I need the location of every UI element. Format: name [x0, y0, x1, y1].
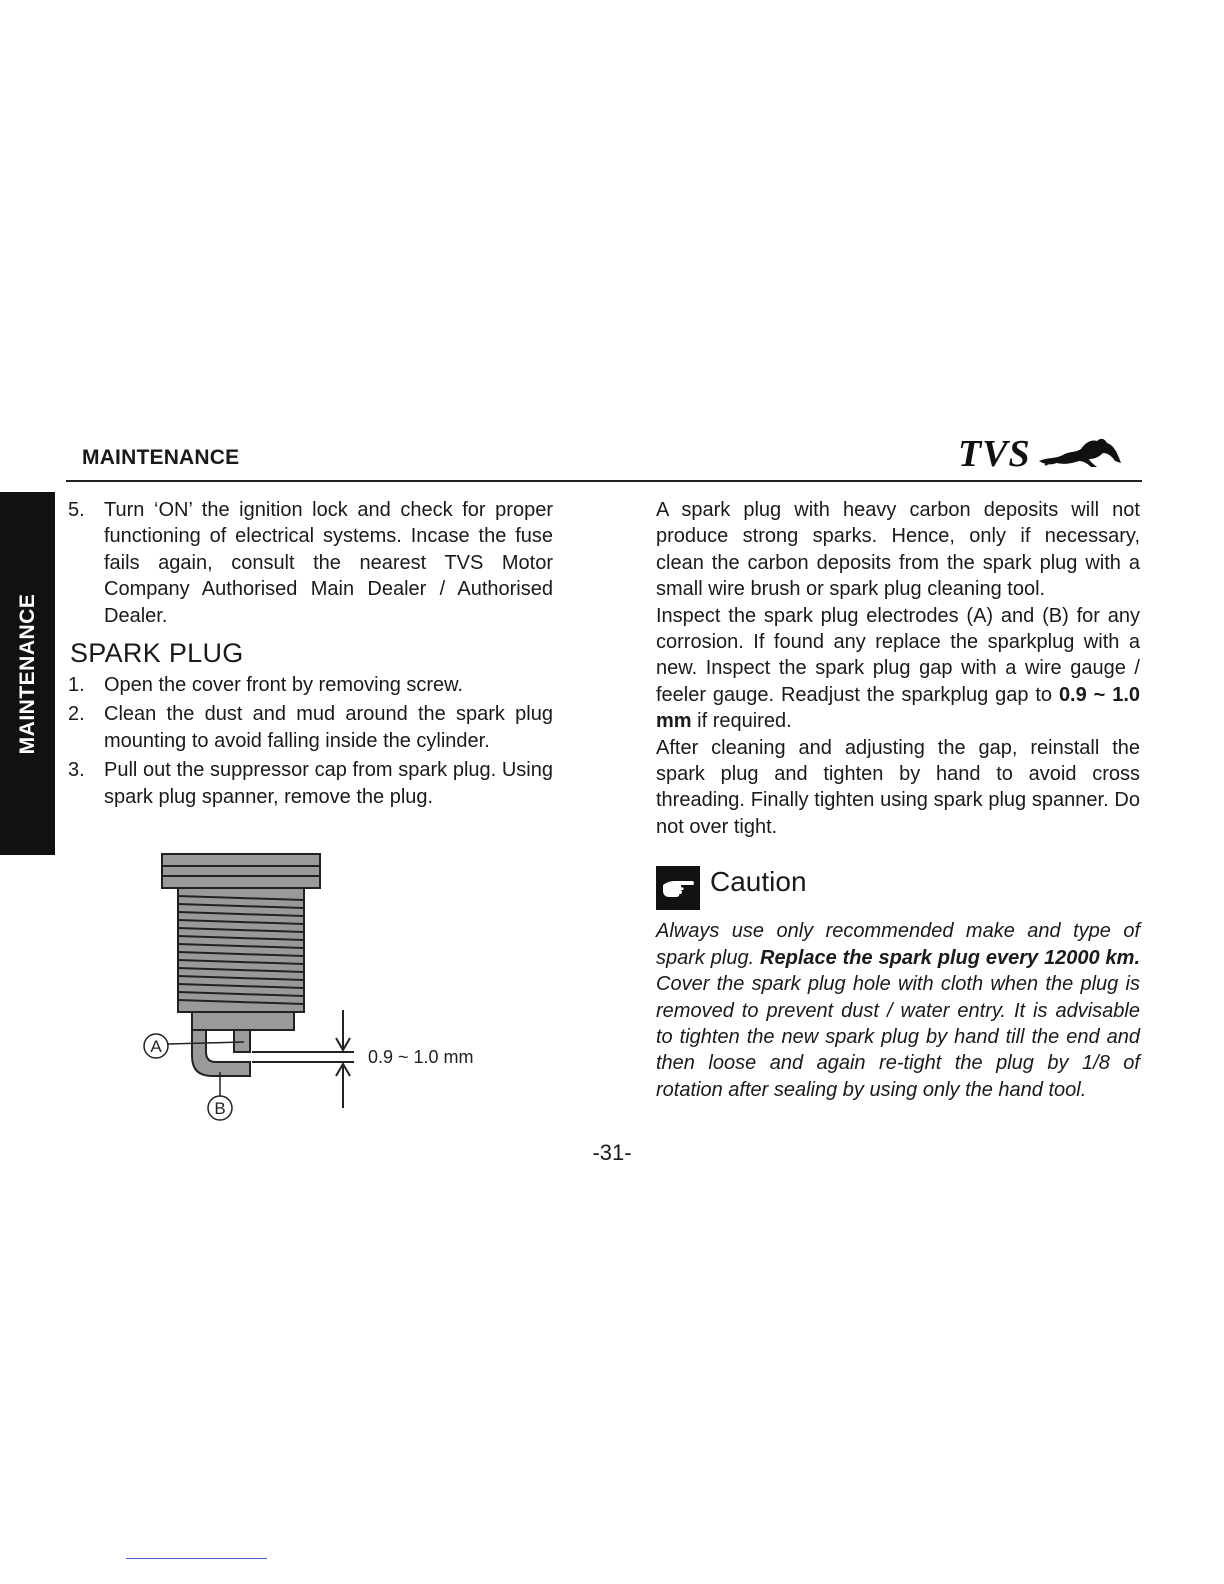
para-text: Inspect the spark plug electrodes (A) and (B) for any corrosion. If found any replace the sparkplug with a new. Inspect the spark plug gap with a wire gauge / feeler gauge. Readjust the sparkplug gap to [656, 604, 1140, 706]
label-a: A [150, 1037, 162, 1056]
list-text: Turn ‘ON’ the ignition lock and check for proper functioning of electrical systems. Incase the fuse fails again, consult the nearest TVS Motor Company Authorised Main Dealer / Authorised Dealer. [104, 499, 553, 627]
bottom-link-underline [126, 1558, 267, 1559]
spark-plug-diagram [130, 850, 510, 1130]
gap-spec-bold: 0.9 ~ 1.0 mm [656, 683, 1140, 733]
list-item [68, 701, 553, 754]
list-item [68, 497, 553, 629]
horse-logo-icon [1035, 435, 1123, 474]
para-text: if required. [691, 710, 792, 733]
spark-plug-heading: SPARK PLUG [70, 638, 244, 669]
label-b: B [214, 1099, 226, 1118]
pointing-hand-icon [656, 866, 700, 910]
header-divider [66, 480, 1142, 482]
reinstall-paragraph: After cleaning and adjusting the gap, reinstall the spark plug and tighten by hand to avoid cross threading. Finally tighten using spark plug spanner. Do not over tight. [656, 736, 1140, 838]
caution-bold-text: Replace the spark plug every 12000 km. [760, 946, 1140, 969]
inspect-electrodes-paragraph [656, 603, 1140, 735]
caution-text [656, 918, 1140, 1103]
caution-text-part: Always use only recommended make and type of spark plug. [656, 920, 1140, 969]
list-item [68, 757, 553, 810]
page-number: -31- [592, 1140, 632, 1165]
caution-title: Caution [710, 866, 807, 898]
list-number: 2. [68, 703, 85, 726]
caution-text-part: Cover the spark plug hole with cloth when the plug is removed to prevent dust / water entry. It is advisable to tighten the new spark plug by hand till the end and then loose and again re-tight the plug by 1/8 of rotation after sealing by using only the hand tool. [656, 973, 1140, 1101]
list-number: 5. [68, 499, 85, 521]
list-number: 3. [68, 759, 85, 782]
list-item [68, 672, 553, 698]
left-column [68, 497, 553, 810]
right-column [656, 497, 1140, 1103]
list-number: 1. [68, 674, 85, 697]
brand-name: TVS [958, 433, 1031, 475]
brand-logo [958, 434, 1123, 474]
caution-heading-row [656, 860, 1140, 910]
section-title: MAINTENANCE [82, 446, 240, 469]
list-text: Open the cover front by removing screw. [104, 674, 464, 697]
carbon-deposit-paragraph: A spark plug with heavy carbon deposits will not produce strong sparks. Hence, only if necessary, clean the carbon deposits from the spark plug with a small wire brush or spark plug cleaning tool. [656, 499, 1140, 601]
list-text: Pull out the suppressor cap from spark plug. Using spark plug spanner, remove the plug. [104, 759, 553, 808]
center-electrode [234, 1030, 250, 1052]
plug-hex-body [162, 854, 320, 888]
list-text: Clean the dust and mud around the spark plug mounting to avoid falling inside the cylinder. [104, 703, 553, 752]
side-section-tab [0, 492, 55, 855]
side-tab-label: MAINTENANCE [15, 593, 39, 754]
gap-measurement-label: 0.9 ~ 1.0 mm [368, 1047, 474, 1067]
